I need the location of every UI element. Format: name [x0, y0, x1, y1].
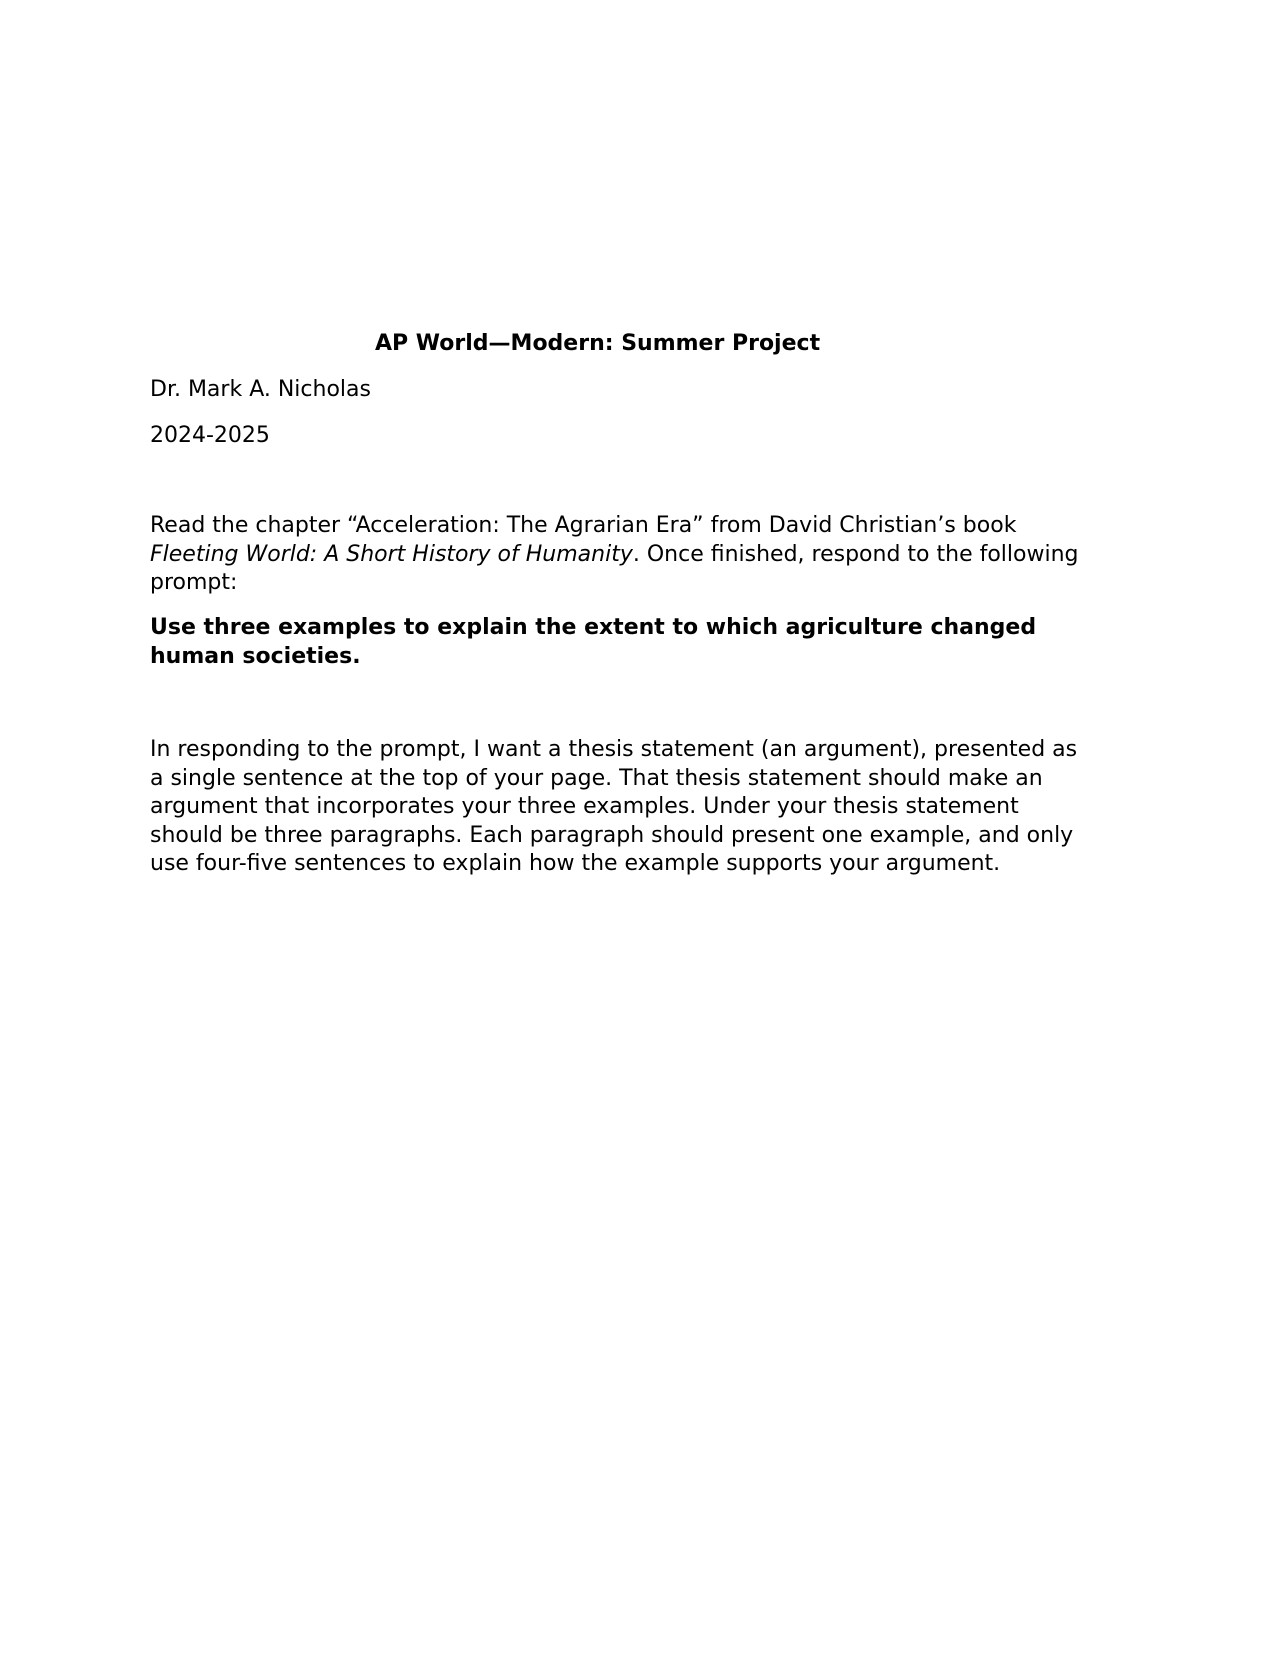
instructions-line: In responding to the prompt, I want a thesis statement (an argument), presented as: [150, 737, 1078, 762]
intro-paragraph: [150, 512, 1140, 598]
instructions-line: use four-five sentences to explain how the example supports your argument.: [150, 851, 1001, 876]
intro-line-2-rest: . Once finished, respond to the following: [632, 541, 1079, 567]
intro-line-3: prompt:: [150, 570, 238, 595]
book-title: Fleeting World: A Short History of Humanity: [150, 541, 633, 567]
intro-line-2: [150, 541, 1140, 570]
intro-line-1: Read the chapter “Acceleration: The Agrarian Era” from David Christian’s book: [150, 513, 1017, 538]
author-name: Dr. Mark A. Nicholas: [150, 377, 371, 402]
instructions-line: a single sentence at the top of your page. That thesis statement should make an: [150, 765, 1043, 791]
instructions-line: should be three paragraphs. Each paragraph should present one example, and only: [150, 822, 1074, 848]
instructions-paragraph: [150, 736, 1077, 879]
prompt-line-1: Use three examples to explain the extent to which agriculture changed: [150, 615, 1037, 640]
essay-prompt: [150, 614, 1036, 671]
prompt-line-2: human societies.: [150, 643, 361, 669]
school-year: 2024-2025: [150, 423, 270, 448]
document-title: AP World—Modern: Summer Project: [375, 331, 821, 356]
instructions-line: argument that incorporates your three examples. Under your thesis statement: [150, 794, 1019, 819]
